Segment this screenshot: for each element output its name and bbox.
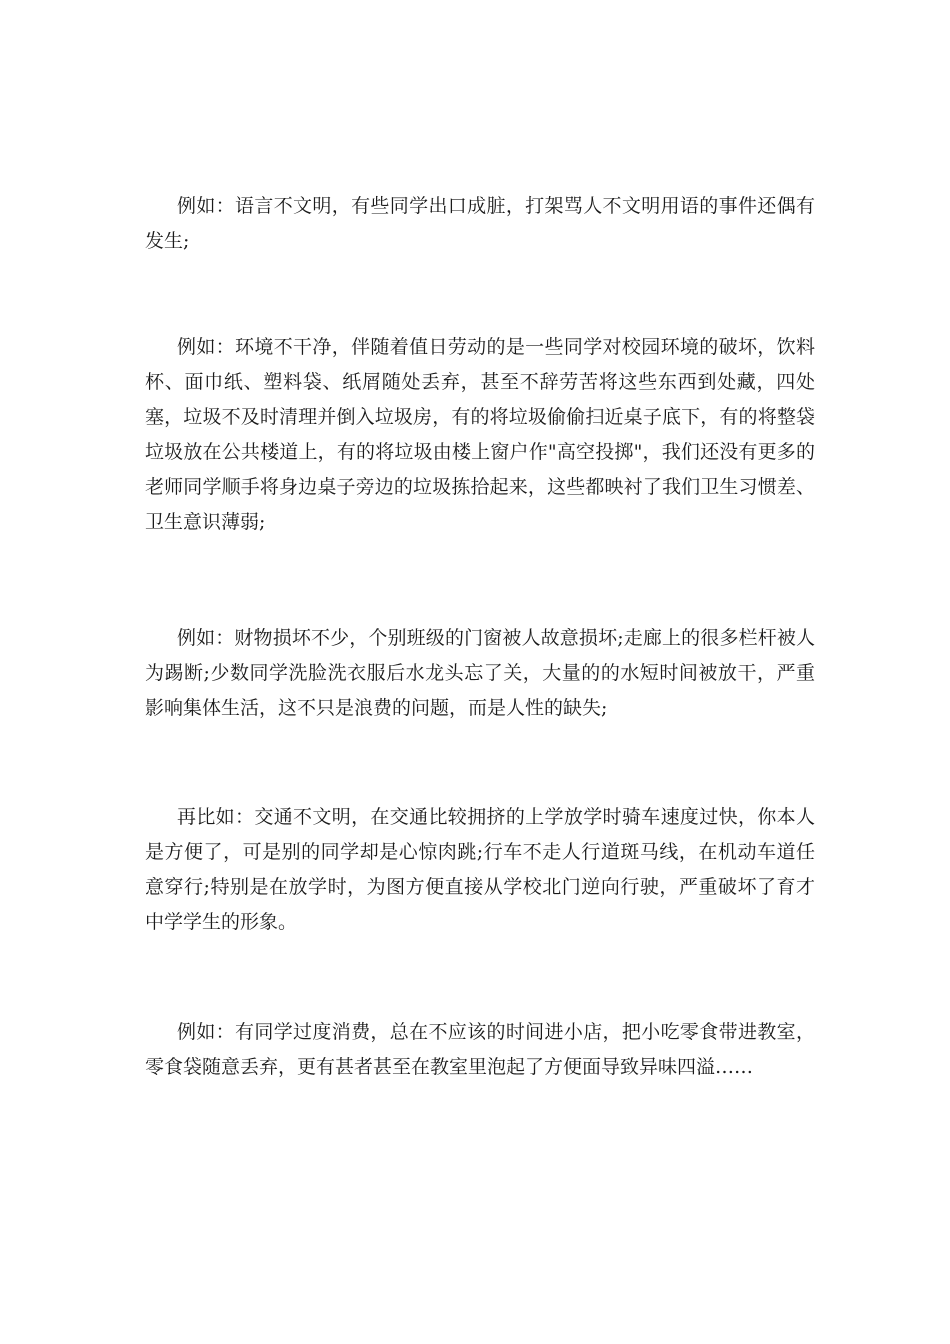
- paragraph-property-damage: 例如：财物损坏不少，个别班级的门窗被人故意损坏;走廊上的很多栏杆被人为踢断;少数同学洗脸洗衣服后水龙头忘了关，大量的的水短时间被放干，严重影响集体生活，这不只是浪费的问题，而是人性的缺失;: [145, 627, 815, 719]
- paragraph-language: 例如：语言不文明，有些同学出口成脏，打架骂人不文明用语的事件还偶有发生;: [145, 195, 815, 252]
- paragraph-consumption: 例如：有同学过度消费，总在不应该的时间进小店，把小吃零食带进教室，零食袋随意丢弃，更有甚者甚至在教室里泡起了方便面导致异味四溢……: [145, 1021, 815, 1078]
- paragraph-traffic: 再比如：交通不文明，在交通比较拥挤的上学放学时骑车速度过快，你本人是方便了，可是别的同学却是心惊肉跳;行车不走人行道斑马线，在机动车道任意穿行;特别是在放学时，为图方便直接从学校北门逆向行驶，严重破坏了育才中学学生的形象。: [145, 806, 815, 933]
- paragraph-environment: 例如：环境不干净，伴随着值日劳动的是一些同学对校园环境的破坏，饮料杯、面巾纸、塑料袋、纸屑随处丢弃，甚至不辞劳苦将这些东西到处藏，四处塞，垃圾不及时清理并倒入垃圾房，有的将垃圾偷偷扫近桌子底下，有的将整袋垃圾放在公共楼道上，有的将垃圾由楼上窗户作"高空投掷"，我们还没有更多的老师同学顺手将身边桌子旁边的垃圾拣拾起来，这些都映衬了我们卫生习惯差、卫生意识薄弱;: [145, 336, 815, 533]
